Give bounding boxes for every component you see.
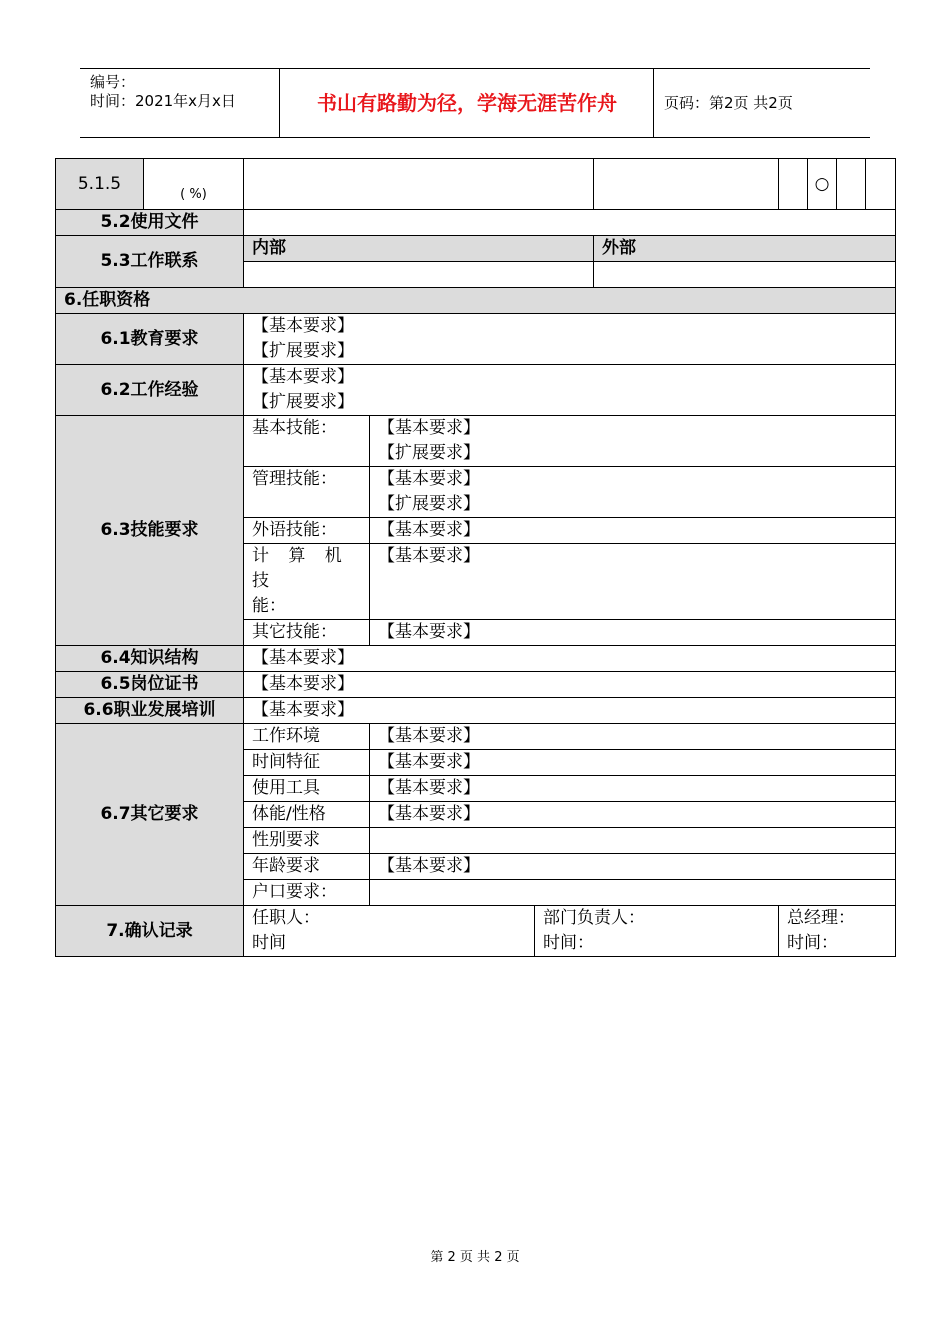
row-6-7-environment bbox=[56, 724, 896, 750]
experience-label: 6.2工作经验 bbox=[56, 365, 244, 416]
doc-time-label: 时间：2021年x月x日 bbox=[90, 92, 236, 110]
internal-value bbox=[244, 262, 594, 288]
time-feature-label: 时间特征 bbox=[244, 750, 370, 776]
gender-label: 性别要求 bbox=[244, 828, 370, 854]
confirm-label: 7.确认记录 bbox=[56, 906, 244, 957]
age-label: 年龄要求 bbox=[244, 854, 370, 880]
skill-basic-label: 基本技能： bbox=[244, 416, 370, 467]
certificate-label: 6.5岗位证书 bbox=[56, 672, 244, 698]
hukou-value bbox=[370, 880, 896, 906]
knowledge-value: 【基本要求】 bbox=[244, 646, 896, 672]
incumbent-cell bbox=[244, 906, 535, 957]
other-req-label: 6.7其它要求 bbox=[56, 724, 244, 906]
dept-head-cell bbox=[535, 906, 779, 957]
incumbent-time: 时间 bbox=[252, 933, 286, 953]
basic-req: 【基本要求】 bbox=[378, 469, 480, 489]
experience-value bbox=[244, 365, 896, 416]
skill-management-label: 管理技能： bbox=[244, 467, 370, 518]
skill-other-label: 其它技能： bbox=[244, 620, 370, 646]
external-value bbox=[594, 262, 896, 288]
certificate-value: 【基本要求】 bbox=[244, 672, 896, 698]
skill-computer-label-line2: 能： bbox=[252, 596, 286, 616]
extended-req: 【扩展要求】 bbox=[378, 494, 480, 514]
tools-value: 【基本要求】 bbox=[370, 776, 896, 802]
row-6-4 bbox=[56, 646, 896, 672]
section-6-title: 6.任职资格 bbox=[56, 288, 896, 314]
row-5-1-5 bbox=[56, 159, 896, 210]
contact-label: 5.3工作联系 bbox=[56, 236, 244, 288]
education-value bbox=[244, 314, 896, 365]
check-cell-3 bbox=[837, 159, 866, 210]
row-5-3-header bbox=[56, 236, 896, 262]
gm-cell bbox=[779, 906, 896, 957]
header-page-number: 页码：第2页 共2页 bbox=[664, 94, 793, 112]
physical-value: 【基本要求】 bbox=[370, 802, 896, 828]
row-6-1 bbox=[56, 314, 896, 365]
skill-computer-value: 【基本要求】 bbox=[370, 544, 896, 620]
skill-language-value: 【基本要求】 bbox=[370, 518, 896, 544]
hukou-label: 户口要求： bbox=[244, 880, 370, 906]
training-value: 【基本要求】 bbox=[244, 698, 896, 724]
extended-req: 【扩展要求】 bbox=[252, 341, 354, 361]
row-7 bbox=[56, 906, 896, 957]
circle-icon: ○ bbox=[814, 173, 830, 194]
environment-label: 工作环境 bbox=[244, 724, 370, 750]
training-label: 6.6职业发展培训 bbox=[56, 698, 244, 724]
page-header bbox=[80, 68, 870, 138]
gender-value bbox=[370, 828, 896, 854]
dept-head-time: 时间： bbox=[543, 933, 594, 953]
knowledge-label: 6.4知识结构 bbox=[56, 646, 244, 672]
extended-req: 【扩展要求】 bbox=[378, 443, 480, 463]
external-header: 外部 bbox=[594, 236, 896, 262]
basic-req: 【基本要求】 bbox=[252, 316, 354, 336]
skill-other-value: 【基本要求】 bbox=[370, 620, 896, 646]
skills-label: 6.3技能要求 bbox=[56, 416, 244, 646]
internal-header: 内部 bbox=[244, 236, 594, 262]
files-value bbox=[244, 210, 896, 236]
skill-computer-label-line1: 计 算 机 技 bbox=[252, 546, 349, 591]
row-6-6 bbox=[56, 698, 896, 724]
time-feature-value: 【基本要求】 bbox=[370, 750, 896, 776]
header-motto: 书山有路勤为径，学海无涯苦作舟 bbox=[281, 69, 654, 137]
skill-management-value bbox=[370, 467, 896, 518]
extended-req: 【扩展要求】 bbox=[252, 392, 354, 412]
header-meta bbox=[80, 69, 280, 137]
dept-head-label: 部门负责人： bbox=[543, 908, 645, 928]
basic-req: 【基本要求】 bbox=[378, 418, 480, 438]
environment-value: 【基本要求】 bbox=[370, 724, 896, 750]
gm-label: 总经理： bbox=[787, 908, 856, 928]
doc-number-label: 编号： bbox=[90, 73, 136, 91]
row-6-3-basic bbox=[56, 416, 896, 467]
skill-language-label: 外语技能： bbox=[244, 518, 370, 544]
page-footer: 第 2 页 共 2 页 bbox=[430, 1250, 520, 1265]
gm-time: 时间： bbox=[787, 933, 839, 953]
age-value: 【基本要求】 bbox=[370, 854, 896, 880]
physical-label: 体能/性格 bbox=[244, 802, 370, 828]
check-cell-4 bbox=[866, 159, 896, 210]
check-cell-1 bbox=[779, 159, 808, 210]
row-code: 5.1.5 bbox=[56, 159, 144, 210]
education-label: 6.1教育要求 bbox=[56, 314, 244, 365]
check-cell-2 bbox=[808, 159, 837, 210]
row-section-6 bbox=[56, 288, 896, 314]
files-label: 5.2使用文件 bbox=[56, 210, 244, 236]
job-description-table bbox=[55, 158, 896, 957]
percent-cell: ( %) bbox=[144, 159, 244, 210]
row-6-5 bbox=[56, 672, 896, 698]
incumbent-label: 任职人： bbox=[252, 908, 320, 928]
row-5-2 bbox=[56, 210, 896, 236]
row-content-cell bbox=[244, 159, 594, 210]
basic-req: 【基本要求】 bbox=[252, 367, 354, 387]
tools-label: 使用工具 bbox=[244, 776, 370, 802]
row-value-cell bbox=[594, 159, 779, 210]
skill-basic-value bbox=[370, 416, 896, 467]
skill-computer-label bbox=[244, 544, 370, 620]
row-6-2 bbox=[56, 365, 896, 416]
